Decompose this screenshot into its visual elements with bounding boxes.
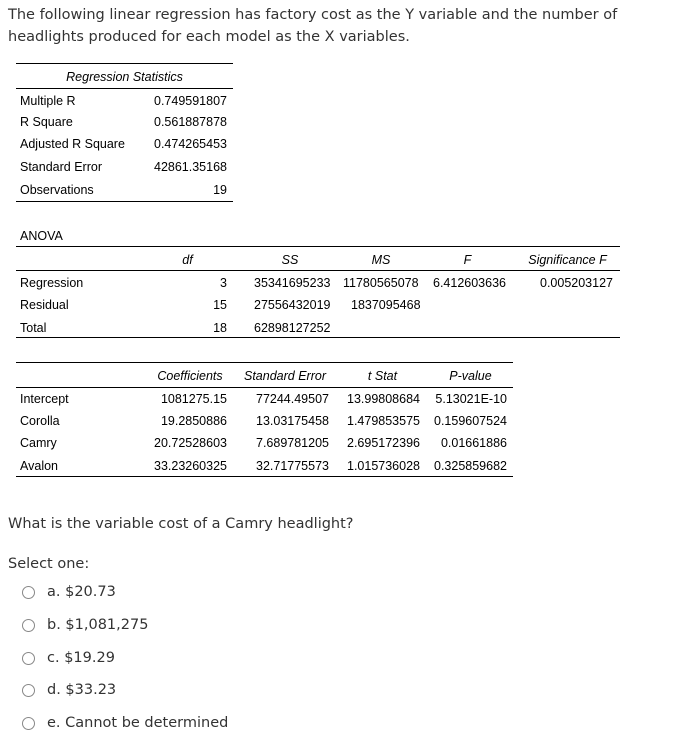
coef-row-label: Intercept (20, 392, 69, 406)
anova-header-sig: Significance F (528, 253, 607, 267)
radio-button[interactable] (22, 586, 35, 599)
anova-cell: 0.005203127 (540, 276, 613, 290)
reg-stat-label: Standard Error (20, 160, 102, 174)
question-text: What is the variable cost of a Camry headlight? (8, 516, 354, 532)
option-label: a. $20.73 (47, 584, 116, 600)
anova-cell: 27556432019 (254, 298, 331, 312)
reg-stat-value: 42861.35168 (154, 160, 227, 174)
reg-stat-value: 19 (213, 183, 227, 197)
anova-cell: 11780565078 (343, 276, 419, 290)
reg-stat-value: 0.474265453 (154, 137, 227, 151)
anova-header-ms: MS (371, 253, 391, 267)
reg-stat-label: Adjusted R Square (20, 137, 125, 151)
radio-button[interactable] (22, 717, 35, 730)
coef-header: P-value (449, 369, 492, 383)
coef-cell: 32.71775573 (256, 459, 329, 473)
option-e[interactable] (22, 715, 228, 731)
coef-row-label: Avalon (20, 459, 58, 473)
coef-header: t Stat (367, 369, 398, 383)
anova-header-df: df (182, 253, 193, 267)
option-label: e. Cannot be determined (47, 715, 229, 731)
reg-stats-title: Regression Statistics (66, 70, 183, 84)
coef-cell: 1081275.15 (160, 392, 227, 406)
coef-cell: 7.689781205 (256, 436, 329, 450)
reg-stat-label: R Square (20, 115, 73, 129)
anova-header-f: F (463, 253, 472, 267)
coef-cell: 20.72528603 (154, 436, 227, 450)
coef-cell: 0.01661886 (440, 436, 507, 450)
coef-cell: 19.2850886 (160, 414, 227, 428)
option-b[interactable] (22, 617, 148, 633)
reg-stat-label: Observations (20, 183, 94, 197)
coef-cell: 13.03175458 (256, 414, 329, 428)
anova-cell: 35341695233 (254, 276, 331, 290)
anova-cell: 6.412603636 (433, 276, 506, 290)
coef-cell: 0.325859682 (434, 459, 507, 473)
anova-cell: 15 (213, 298, 227, 312)
reg-stat-value: 0.561887878 (154, 115, 227, 129)
coef-cell: 33.23260325 (154, 459, 227, 473)
coef-cell: 2.695172396 (347, 436, 420, 450)
coef-cell: 1.015736028 (347, 459, 420, 473)
option-label: d. $33.23 (47, 682, 117, 698)
reg-stat-label: Multiple R (20, 94, 76, 108)
anova-cell: 1837095468 (351, 298, 421, 312)
option-d[interactable] (22, 682, 116, 698)
coef-header: Coefficients (157, 369, 223, 383)
option-a[interactable] (22, 584, 116, 600)
option-label: c. $19.29 (47, 650, 115, 666)
coef-cell: 0.159607524 (434, 414, 507, 428)
anova-cell: 18 (213, 321, 227, 335)
reg-stat-value: 0.749591807 (154, 94, 227, 108)
coef-cell: 13.99808684 (347, 392, 420, 406)
coef-header: Standard Error (244, 369, 326, 383)
anova-header-ss: SS (281, 253, 299, 267)
radio-button[interactable] (22, 652, 35, 665)
anova-cell: 3 (220, 276, 227, 290)
coef-cell: 1.479853575 (347, 414, 420, 428)
anova-row-label: Residual (20, 298, 69, 312)
option-label: b. $1,081,275 (47, 617, 149, 633)
select-one-label: Select one: (8, 556, 90, 572)
question-intro: The following linear regression has factory cost as the Y variable and the number of headlights produced for each model as the X variables. (8, 7, 618, 45)
anova-cell: 62898127252 (254, 321, 331, 335)
coef-cell: 77244.49507 (256, 392, 329, 406)
anova-row-label: Regression (20, 276, 84, 290)
radio-button[interactable] (22, 619, 35, 632)
coef-row-label: Corolla (20, 414, 60, 428)
coef-row-label: Camry (20, 436, 57, 450)
anova-title: ANOVA (20, 229, 63, 243)
anova-row-label: Total (20, 321, 47, 335)
coef-cell: 5.13021E-10 (435, 392, 507, 406)
radio-button[interactable] (22, 684, 35, 697)
option-c[interactable] (22, 650, 115, 666)
